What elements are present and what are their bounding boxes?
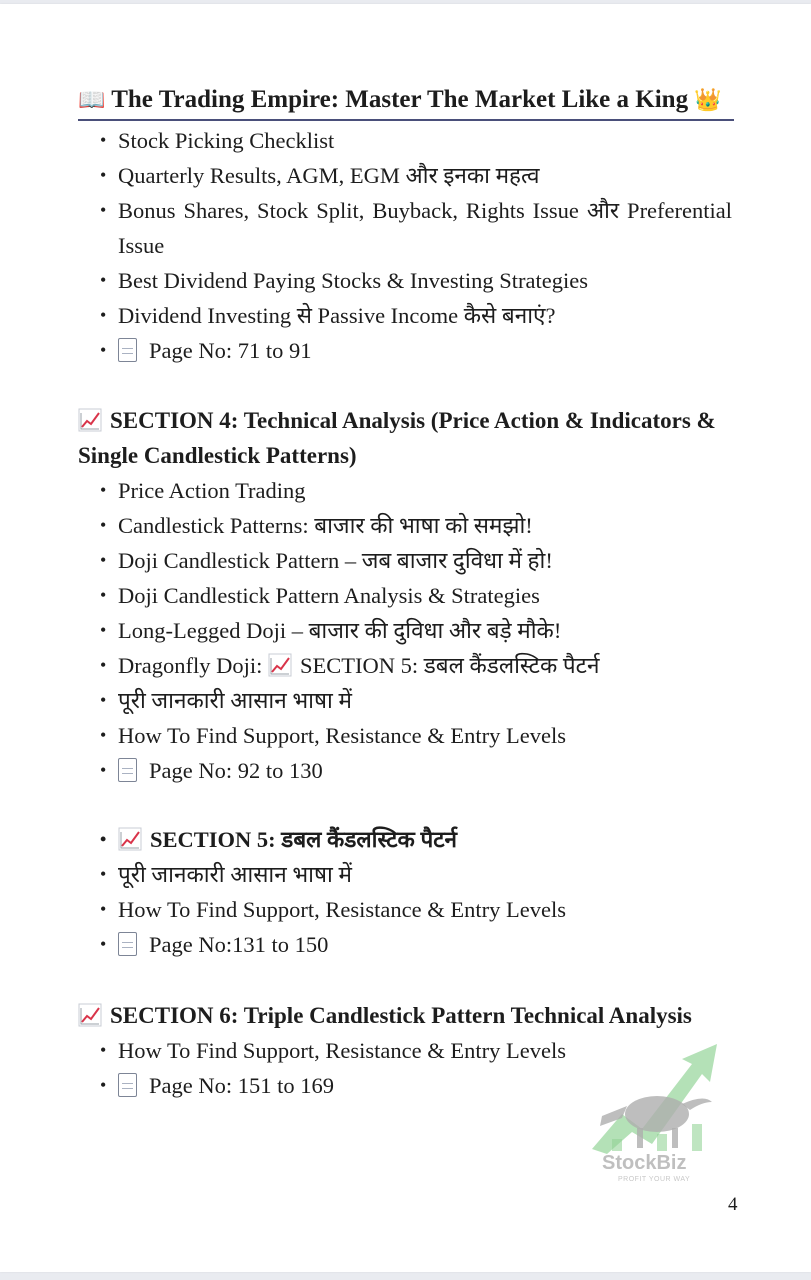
list-item: • Price Action Trading [100,473,732,508]
list-item: • Best Dividend Paying Stocks & Investing Strategies [100,263,732,298]
section5-title: • SECTION 5: डबल कैंडलस्टिक पैटर्न [100,822,732,857]
page-reference: • Page No: 92 to 130 [100,753,732,788]
page-reference: • Page No:131 to 150 [100,927,732,962]
chart-increasing-icon [78,1003,102,1027]
section4-list [100,473,732,788]
page-number: 4 [728,1194,738,1215]
watermark-brand: StockBiz [602,1152,687,1174]
list-item: • Quarterly Results, AGM, EGM और इनका महत्व [100,158,732,193]
book-title: The Trading Empire: Master The Market Like a King [111,86,689,113]
page-header [78,82,734,121]
list-item: • Long-Legged Doji – बाजार की दुविधा और बड़े मौके! [100,613,732,648]
list-item: • How To Find Support, Resistance & Entry Levels [100,1033,732,1068]
list-item: • Doji Candlestick Pattern – जब बाजार दुविधा में हो! [100,543,732,578]
section6-title: SECTION 6: Triple Candlestick Pattern Technical Analysis [78,998,738,1033]
open-book-icon: 📖 [78,88,106,113]
chart-increasing-icon [118,827,142,851]
list-item: • पूरी जानकारी आसान भाषा में [100,683,732,718]
page-document-icon [118,1073,137,1097]
bull-logo-icon [582,1044,722,1154]
list-item: • Doji Candlestick Pattern Analysis & Strategies [100,578,732,613]
chart-increasing-icon [78,408,102,432]
list-item: • Candlestick Patterns: बाजार की भाषा को समझो! [100,508,732,543]
list-item: • पूरी जानकारी आसान भाषा में [100,857,732,892]
crown-icon: 👑 [694,88,722,113]
list-item: • How To Find Support, Resistance & Entry Levels [100,718,732,753]
watermark-tagline: PROFIT YOUR WAY [618,1176,691,1183]
page-document-icon [118,338,137,362]
list-item: • Stock Picking Checklist [100,123,732,158]
list-item: • Dividend Investing से Passive Income कैसे बनाएं? [100,298,732,333]
list-item: • How To Find Support, Resistance & Entry Levels [100,892,732,927]
page-reference: • Page No: 151 to 169 [100,1068,732,1103]
section4-title: SECTION 4: Technical Analysis (Price Action & Indicators & Single Candlestick Patterns) [78,408,716,468]
stockbiz-watermark [582,1044,722,1194]
document-page [0,4,811,1272]
page-document-icon [118,932,137,956]
page-reference: • Page No: 71 to 91 [100,333,732,368]
page-document-icon [118,758,137,782]
chart-increasing-icon [268,653,292,677]
list-item: • Dragonfly Doji: SECTION 5: डबल कैंडलस्टिक पैटर्न [100,648,732,683]
section5-list [100,822,732,962]
section3-list [100,123,732,368]
list-item: • Bonus Shares, Stock Split, Buyback, Rights Issue और Preferential Issue [100,193,732,263]
